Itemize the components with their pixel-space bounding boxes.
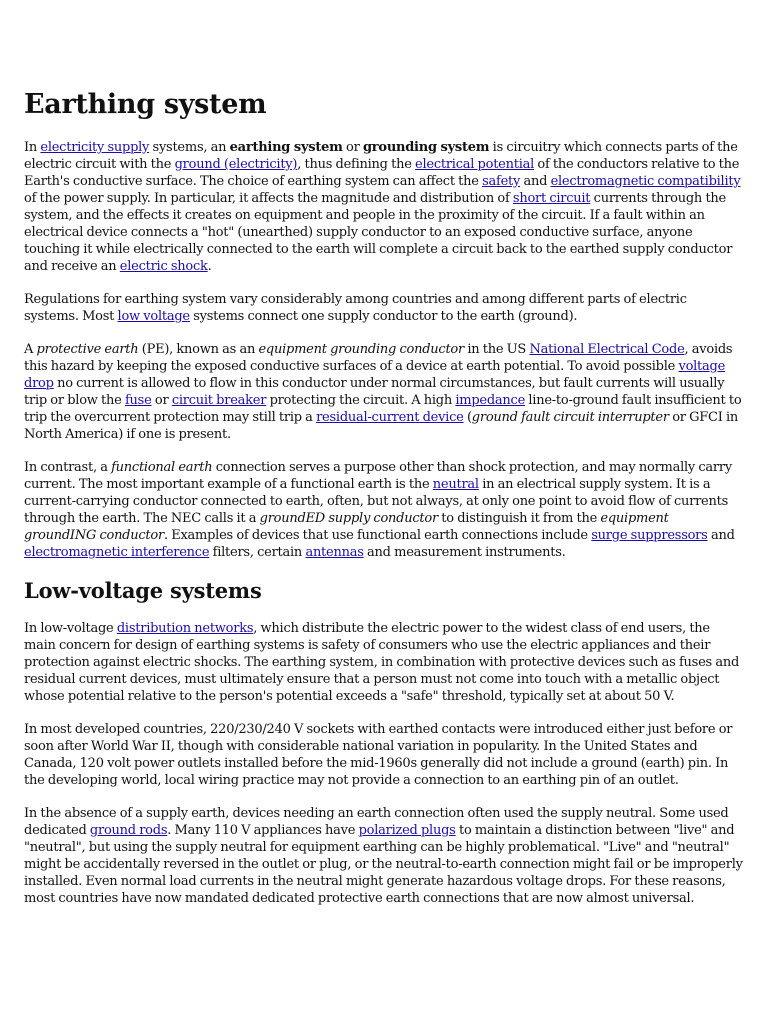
term-grounding-system: grounding system: [362, 140, 490, 155]
link-safety[interactable]: safety: [482, 174, 521, 189]
paragraph-developed-countries: In most developed countries, 220/230/240 V sockets with earthed contacts were introduced either just before or soon after World War II, though with considerable national variation in popularity. In the United States and Canada, 120 volt power outlets installed before the mid-1960s generally did not include a ground (earth) pin. In the developing world, local wiring practice may not provide a connection to an earthing pin of an outlet.: [24, 722, 733, 788]
term-gfci: ground fault circuit interrupter: [471, 410, 669, 425]
link-electrical-potential[interactable]: electrical potential: [415, 157, 535, 172]
link-electromagnetic-interference[interactable]: electromagnetic interference: [24, 545, 210, 560]
link-circuit-breaker[interactable]: circuit breaker: [171, 393, 267, 408]
link-ground-electricity[interactable]: ground (electricity): [174, 157, 298, 172]
link-ground-rods[interactable]: ground rods: [89, 823, 168, 838]
section-title-low-voltage: Low-voltage systems: [24, 578, 262, 603]
link-fuse[interactable]: fuse: [124, 393, 152, 408]
paragraph-protective-earth: A protective earth (PE), known as an equipment grounding conductor in the US National Electrical Code, avoids this hazard by keeping the exposed conductive surfaces of a device at earth potential. To avoid possible voltage drop no current is allowed to flow in this conductor under normal circumstances, but fault currents will usually trip or blow the fuse or circuit breaker protecting the circuit. A high impedance line-to-ground fault insufficient to trip the overcurrent protection may still trip a residual-current device (ground fault circuit interrupter or GFCI in North America) if one is present.: [24, 342, 742, 442]
term-protective-earth: protective earth: [36, 342, 139, 357]
page-title: Earthing system: [24, 89, 267, 120]
link-electricity-supply[interactable]: electricity supply: [40, 140, 150, 155]
paragraph-supply-neutral: In the absence of a supply earth, devices needing an earth connection often used the supply neutral. Some used dedicated ground rods. Many 110 V appliances have polarized plugs to maintain a distinction between "live" and "neutral", but using the supply neutral for equipment earthing can be highly problematical. "Live" and "neutral" might be accidentally reversed in the outlet or plug, or the neutral-to-earth connection might fail or be improperly installed. Even normal load currents in the neutral might generate hazardous voltage drops. For these reasons, most countries have now mandated dedicated protective earth connections that are now almost universal.: [24, 806, 743, 906]
paragraph-low-voltage-networks: In low-voltage distribution networks, which distribute the electric power to the widest class of end users, the main concern for design of earthing systems is safety of consumers who use the electric appliances and their protection against electric shocks. The earthing system, in combination with protective devices such as fuses and residual current devices, must ultimately ensure that a person must not come into touch with a metallic object whose potential relative to the person's potential exceeds a "safe" threshold, typically set at about 50 V.: [24, 621, 740, 704]
link-electric-shock[interactable]: electric shock: [119, 259, 208, 274]
paragraph-functional-earth: In contrast, a functional earth connection serves a purpose other than shock protection, and may normally carry current. The most important example of a functional earth is the neutral in an electrical supply system. It is a current-carrying conductor connected to earth, often, but not always, at only one point to avoid flow of currents through the earth. The NEC calls it a groundED supply conductor to distinguish it from the equipment groundING conductor. Examples of devices that use functional earth connections include surge suppressors and electromagnetic interference filters, certain antennas and measurement instruments.: [24, 460, 735, 560]
link-surge-suppressors[interactable]: surge suppressors: [591, 528, 708, 543]
link-low-voltage[interactable]: low voltage: [117, 309, 190, 324]
link-voltage-drop[interactable]: voltage drop: [24, 359, 726, 391]
link-impedance[interactable]: impedance: [455, 393, 526, 408]
link-short-circuit[interactable]: short circuit: [512, 191, 591, 206]
link-neutral[interactable]: neutral: [432, 477, 479, 492]
term-grounded-supply-conductor: groundED supply conductor: [259, 511, 438, 526]
term-functional-earth: functional earth: [111, 460, 213, 475]
term-earthing-system: earthing system: [229, 140, 343, 155]
link-national-electrical-code[interactable]: National Electrical Code: [529, 342, 685, 357]
link-electromagnetic-compatibility[interactable]: electromagnetic compatibility: [550, 174, 741, 189]
link-distribution-networks[interactable]: distribution networks: [116, 621, 254, 636]
term-equipment-grounding-conductor-2: equipment groundING conductor: [24, 511, 669, 543]
term-equipment-grounding-conductor: equipment grounding conductor: [258, 342, 464, 357]
paragraph-intro: In electricity supply systems, an earthing system or grounding system is circuitry which connects parts of the electric circuit with the ground (electricity), thus defining the electrical potential of the conductors relative to the Earth's conductive surface. The choice of earthing system can affect the safety and electromagnetic compatibility of the power supply. In particular, it affects the magnitude and distribution of short circuit currents through the system, and the effects it creates on equipment and people in the proximity of the circuit. If a fault within an electrical device connects a "hot" (unearthed) supply conductor to an exposed conductive surface, anyone touching it while electrically connected to the earth will complete a circuit back to the earthed supply conductor and receive an electric shock.: [24, 140, 741, 274]
link-polarized-plugs[interactable]: polarized plugs: [358, 823, 456, 838]
link-antennas[interactable]: antennas: [305, 545, 364, 560]
paragraph-regulations: Regulations for earthing system vary considerably among countries and among different parts of electric systems. Most low voltage systems connect one supply conductor to the earth (ground).: [24, 292, 687, 324]
link-residual-current-device[interactable]: residual-current device: [316, 410, 464, 425]
